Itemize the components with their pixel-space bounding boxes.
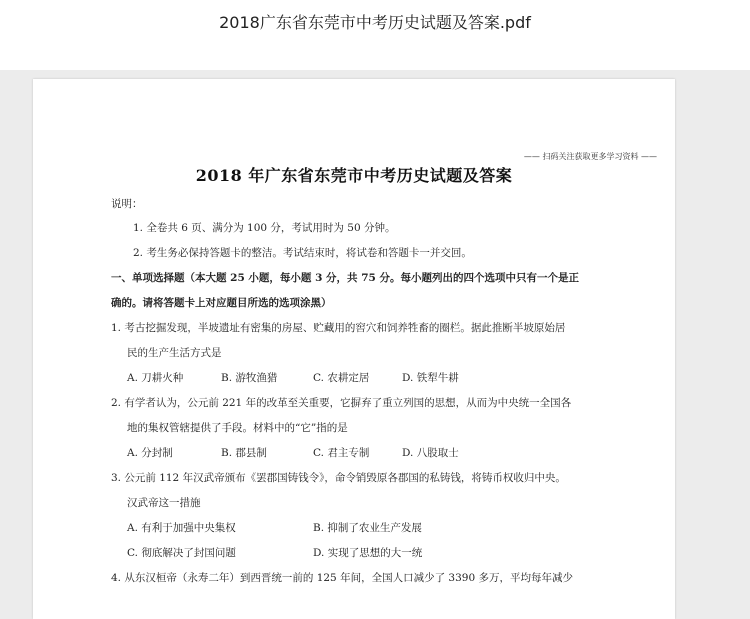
question-2-option-b: B. 郡县制 — [221, 447, 267, 459]
watermark-text: —— 扫码关注获取更多学习资料 —— — [523, 152, 657, 161]
question-3-option-c: C. 彻底解决了封国问题 — [127, 547, 236, 559]
section-heading-line1: 一、单项选择题（本大题 25 小题，每小题 3 分，共 75 分。每小题列出的四个选项中只有一个是正 — [111, 272, 579, 284]
file-title: 2018广东省东莞市中考历史试题及答案.pdf — [219, 13, 531, 32]
instruction-1: 1. 全卷共 6 页、满分为 100 分，考试用时为 50 分钟。 — [133, 222, 396, 234]
question-1-option-c: C. 农耕定居 — [313, 372, 370, 384]
question-3-option-a: A. 有利于加强中央集权 — [127, 522, 236, 534]
question-2-option-d: D. 八股取士 — [402, 447, 459, 459]
question-1-stem-line2: 民的生产生活方式是 — [127, 347, 222, 359]
question-1-stem-line1: 1. 考古挖掘发现，半坡遗址有密集的房屋、贮藏用的窖穴和饲养牲畜的圈栏。据此推断半坡原始居 — [111, 322, 566, 334]
question-4-stem-line1: 4. 从东汉桓帝（永寿二年）到西晋统一前的 125 年间，全国人口减少了 3390 多万，平均每年减少 — [111, 572, 573, 584]
question-3-option-d: D. 实现了思想的大一统 — [313, 547, 423, 559]
question-1-option-d: D. 铁犁牛耕 — [402, 372, 459, 384]
question-2-stem-line1: 2. 有学者认为，公元前 221 年的改革至关重要，它摒弃了重立列国的思想，从而为中央统一全国各 — [111, 397, 572, 409]
question-2-stem-line2: 地的集权管辖提供了手段。材料中的“它”指的是 — [127, 422, 348, 434]
viewer-header — [0, 0, 750, 70]
question-3-stem-line1: 3. 公元前 112 年汉武帝颁布《罢郡国铸钱令》，命令销毁原各郡国的私铸钱，将铸币权收归中央。 — [111, 472, 566, 484]
section-heading-line2: 确的。请将答题卡上对应题目所选的选项涂黑） — [111, 297, 332, 309]
instructions-heading: 说明： — [111, 198, 143, 210]
instruction-2: 2. 考生务必保持答题卡的整洁。考试结束时，将试卷和答题卡一并交回。 — [133, 247, 472, 259]
document-title: 2018 年广东省东莞市中考历史试题及答案 — [195, 166, 513, 185]
pdf-page — [33, 79, 675, 619]
question-2-option-c: C. 君主专制 — [313, 447, 370, 459]
question-2-option-a: A. 分封制 — [127, 447, 173, 459]
question-3-option-b: B. 抑制了农业生产发展 — [313, 522, 422, 534]
question-3-stem-line2: 汉武帝这一措施 — [127, 497, 201, 509]
question-1-option-a: A. 刀耕火种 — [127, 372, 184, 384]
question-1-option-b: B. 游牧渔猎 — [221, 372, 278, 384]
